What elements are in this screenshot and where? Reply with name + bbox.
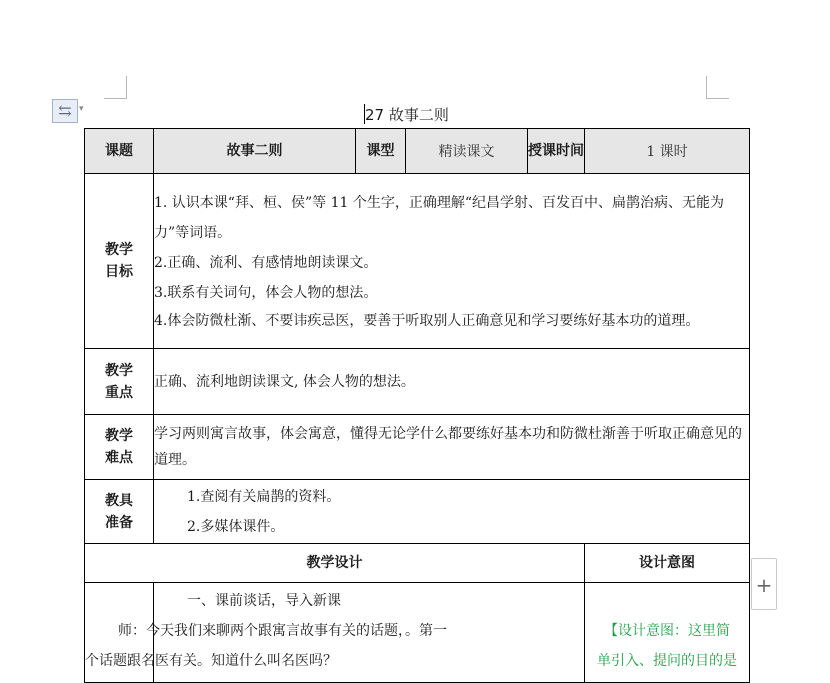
key-text: 正确、流利地朗读课文, 体会人物的想法。	[154, 373, 415, 390]
goal-item: 2.正确、流利、有感情地朗读课文。	[154, 255, 378, 271]
intent-body-cell[interactable]	[585, 583, 750, 683]
intent-line: 【设计意图：这里简	[604, 623, 730, 639]
goals-cell[interactable]	[154, 174, 750, 349]
goal-item: 1. 认识本课“拜、桓、侯”等 11 个生字，正确理解“纪昌学射、百发百中、扁鹊治病、无能为力”等词语。	[154, 195, 724, 241]
difficult-label: 教学难点	[85, 415, 154, 480]
time-value[interactable]: 1 课时	[585, 129, 750, 174]
type-value[interactable]: 精读课文	[406, 129, 528, 174]
difficult-cell[interactable]	[154, 415, 750, 480]
crop-mark-top-left	[104, 76, 127, 99]
design-body-cell[interactable]	[85, 583, 585, 683]
crop-mark-top-right	[706, 76, 729, 99]
topic-value[interactable]: 故事二则	[154, 129, 356, 174]
goal-item: 3.联系有关词句，体会人物的想法。	[154, 285, 378, 301]
design-teacher-line: 个话题跟名医有关。知道什么叫名医吗？	[85, 653, 337, 669]
tools-cell[interactable]	[154, 480, 750, 544]
design-step: 一、课前谈话，导入新课	[187, 593, 341, 609]
topic-label: 课题	[85, 129, 154, 174]
type-label: 课型	[356, 129, 406, 174]
goals-label: 教学目标	[85, 174, 154, 349]
design-header: 教学设计	[85, 544, 585, 583]
document-title: 27 故事二则	[365, 106, 449, 124]
intent-line: 单引入、提问的目的是	[597, 653, 737, 669]
design-teacher-line: 师：今天我们来聊两个跟寓言故事有关的话题，。第一	[118, 623, 447, 639]
key-label: 教学重点	[85, 349, 154, 415]
lesson-plan-table	[84, 128, 750, 683]
tool-item: 2.多媒体课件。	[187, 518, 285, 535]
tools-label: 教具准备	[85, 480, 154, 544]
difficult-text: 学习两则寓言故事，体会寓意，懂得无论学什么都要练好基本功和防微杜渐善于听取正确意见的道理。	[154, 426, 742, 468]
chevron-down-icon: ▾	[79, 104, 84, 114]
intent-header: 设计意图	[585, 544, 750, 583]
time-label: 授课时间	[528, 129, 585, 174]
plus-icon[interactable]: +	[751, 558, 777, 610]
tool-item: 1.查阅有关扁鹊的资料。	[187, 488, 341, 505]
table-move-handle-icon[interactable]: ⇆	[52, 99, 78, 123]
goal-item: 4.体会防微杜渐、不要讳疾忌医，要善于听取别人正确意见和学习要练好基本功的道理。	[154, 313, 700, 329]
key-cell[interactable]	[154, 349, 750, 415]
